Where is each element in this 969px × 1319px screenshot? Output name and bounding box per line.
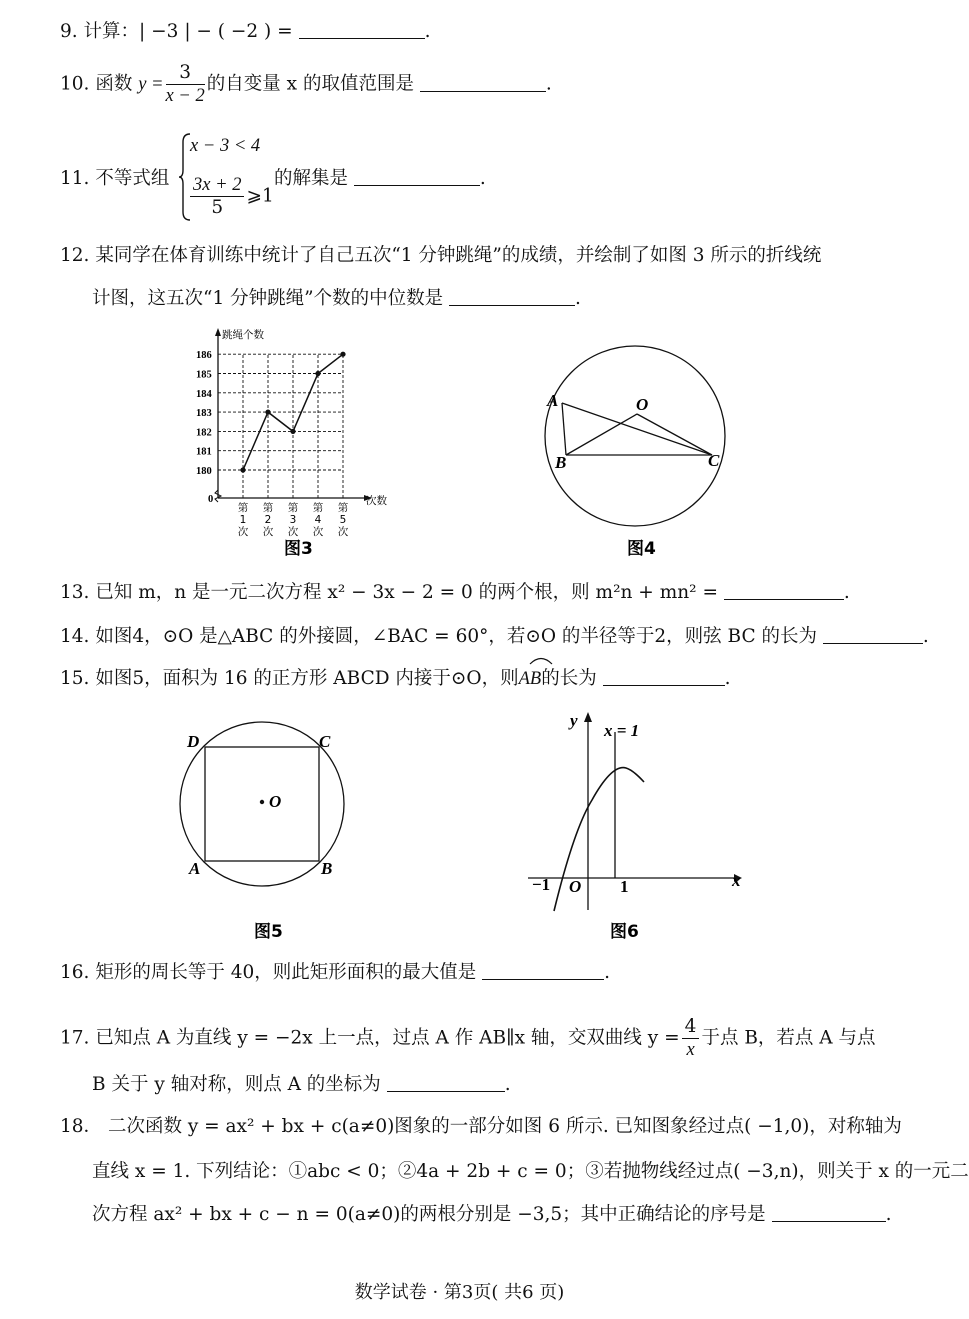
figure-4 xyxy=(535,326,735,558)
x-tick-label: 次 xyxy=(312,526,324,538)
x-tick-label: 次 xyxy=(262,526,274,538)
answer-blank[interactable] xyxy=(482,961,604,980)
question-14: 14. 如图4，⊙O 是△ABC 的外接圆，∠BAC = 60°，若⊙O 的半径等于2，则弦 BC 的长为 . xyxy=(60,626,929,647)
y-axis-label: 跳绳个数 xyxy=(222,329,264,341)
question-18: 18． 二次函数 y = ax² + bx + c(a≠0)图象的一部分如图 6 所示. 已知图象经过点( −1,0)，对称轴为 xyxy=(60,1116,902,1137)
x-tick-label: 1 xyxy=(239,514,247,526)
figure-3-caption: 图3 xyxy=(284,539,313,559)
segment-oc xyxy=(637,414,712,455)
fraction: $\frac{4}{x}$ xyxy=(682,1016,700,1061)
answer-blank[interactable] xyxy=(603,667,725,686)
x-tick-label: 第 xyxy=(262,502,274,514)
figure-5 xyxy=(170,712,370,944)
label-o: O xyxy=(269,792,282,811)
data-point xyxy=(240,467,245,472)
page-footer: 数学试卷 · 第3页( 共6 页) xyxy=(354,1282,565,1303)
question-18-line2: 直线 x = 1. 下列结论：①abc < 0；②4a + 2b + c = 0；③若抛物线经过点( −3,n)，则关于 x 的一元二 xyxy=(92,1161,969,1182)
y-tick-label: 182 xyxy=(196,427,212,439)
data-point xyxy=(340,352,345,357)
answer-blank[interactable] xyxy=(354,167,480,186)
label-one: 1 xyxy=(620,877,629,896)
y-tick-label: 184 xyxy=(196,388,212,400)
x-tick-label: 第 xyxy=(337,502,349,514)
label-sym: x = 1 xyxy=(604,721,640,740)
question-number: 13. xyxy=(60,582,90,603)
y-axis-arrow-icon xyxy=(215,328,221,336)
figure-6 xyxy=(522,706,762,944)
question-text: 计算：| −3 | − ( −2 ) = xyxy=(83,21,293,42)
fraction: $\frac{3x + 2}{5}$ xyxy=(190,174,244,219)
label-d: D xyxy=(187,732,200,751)
question-number: 12. xyxy=(60,245,90,266)
question-11: 11. 不等式组 xyxy=(60,168,170,189)
question-number: 10. xyxy=(60,73,90,95)
answer-blank[interactable] xyxy=(449,287,575,306)
question-15: 15. 如图5，面积为 16 的正方形 ABCD 内接于⊙O，则AB的长为 . xyxy=(60,665,731,692)
y-tick-label: 180 xyxy=(196,466,212,477)
question-number: 9. xyxy=(60,21,78,42)
x-tick-label: 次 xyxy=(237,526,249,538)
label-o: O xyxy=(636,395,649,414)
data-point xyxy=(265,410,270,415)
y-tick-label: 186 xyxy=(196,350,212,362)
label-x: x xyxy=(732,871,741,890)
x-tick-label: 次 xyxy=(287,526,299,538)
answer-blank[interactable] xyxy=(724,581,844,600)
question-12: 12. 某同学在体育训练中统计了自己五次“1 分钟跳绳”的成绩，并绘制了如图 3 所示的折线统 xyxy=(60,245,822,266)
x-tick-label: 次 xyxy=(337,526,349,538)
answer-blank[interactable] xyxy=(299,20,425,39)
data-point xyxy=(290,429,295,434)
answer-blank[interactable] xyxy=(772,1203,886,1222)
y-tick-label: 181 xyxy=(196,446,212,458)
label-y: y xyxy=(570,711,578,730)
figure-6-caption: 图6 xyxy=(610,922,639,942)
question-number: 18． xyxy=(60,1116,103,1137)
x-tick-label: 第 xyxy=(237,502,249,514)
label-origin: O xyxy=(569,877,582,896)
inequality-line-1: x − 3 < 4 xyxy=(190,136,261,156)
y-axis-arrow-icon xyxy=(584,712,592,722)
center-point xyxy=(260,800,264,804)
segment-ab xyxy=(562,403,566,455)
question-number: 15. xyxy=(60,668,90,689)
answer-blank[interactable] xyxy=(420,73,546,92)
label-b: B xyxy=(321,859,333,878)
label-c: C xyxy=(319,732,331,751)
question-10: 10. 函数 y = $\frac{3}{x - 2}$ 的自变量 x 的取值范围是 . xyxy=(60,62,552,106)
parabola xyxy=(554,768,644,911)
label-a: A xyxy=(547,391,559,410)
segment-ob xyxy=(566,414,637,455)
x-tick-label: 第 xyxy=(312,502,324,514)
label-c: C xyxy=(708,451,720,470)
fraction: $\frac{3}{x - 2}$ xyxy=(165,62,205,106)
circle-o xyxy=(545,346,725,526)
label-neg1: −1 xyxy=(532,875,551,894)
question-13: 13. 已知 m，n 是一元二次方程 x² − 3x − 2 = 0 的两个根，则 m²n + mn² = . xyxy=(60,582,850,603)
y-tick-label: 185 xyxy=(196,369,212,381)
x-tick-label: 2 xyxy=(264,514,272,526)
figure-4-caption: 图4 xyxy=(627,539,656,559)
answer-blank[interactable] xyxy=(387,1073,505,1092)
question-9: 9. 计算：| −3 | − ( −2 ) = . xyxy=(60,21,431,42)
arc-icon xyxy=(528,655,554,665)
question-16: 16. 矩形的周长等于 40，则此矩形面积的最大值是 . xyxy=(60,962,611,983)
answer-blank[interactable] xyxy=(823,625,923,644)
question-17-line2: B 关于 y 轴对称，则点 A 的坐标为 . xyxy=(92,1074,511,1095)
question-11-tail: 的解集是 . xyxy=(274,168,486,189)
label-a: A xyxy=(189,859,201,878)
question-12-line2: 计图，这五次“1 分钟跳绳”个数的中位数是 . xyxy=(92,288,581,309)
question-18-line3: 次方程 ax² + bx + c − n = 0(a≠0)的两根分别是 −3,5；其中正确结论的序号是 . xyxy=(92,1204,892,1225)
y-tick-label: 183 xyxy=(196,408,212,420)
figure-5-caption: 图5 xyxy=(254,922,283,942)
question-number: 16. xyxy=(60,962,90,983)
question-number: 11. xyxy=(60,168,90,189)
x-tick-label: 第 xyxy=(287,502,299,514)
question-number: 14. xyxy=(60,626,90,647)
x-tick-label: 3 xyxy=(289,514,297,526)
figure-3-line-chart xyxy=(188,326,403,558)
arc-ab: AB xyxy=(518,669,542,689)
x-axis-label: 次数 xyxy=(366,495,387,507)
question-number: 17. xyxy=(60,1027,90,1049)
x-tick-label: 5 xyxy=(339,514,347,526)
x-tick-label: 4 xyxy=(314,514,322,526)
inequality-line-2: $\frac{3x + 2}{5}$ ⩾1 xyxy=(188,174,274,219)
origin-label: 0 xyxy=(208,494,214,505)
data-point xyxy=(315,371,320,376)
question-17: 17. 已知点 A 为直线 y = −2x 上一点，过点 A 作 AB∥x 轴，交双曲线 y = $\frac{4}{x}$ 于点 B，若点 A 与点 xyxy=(60,1016,876,1060)
label-b: B xyxy=(555,453,567,472)
